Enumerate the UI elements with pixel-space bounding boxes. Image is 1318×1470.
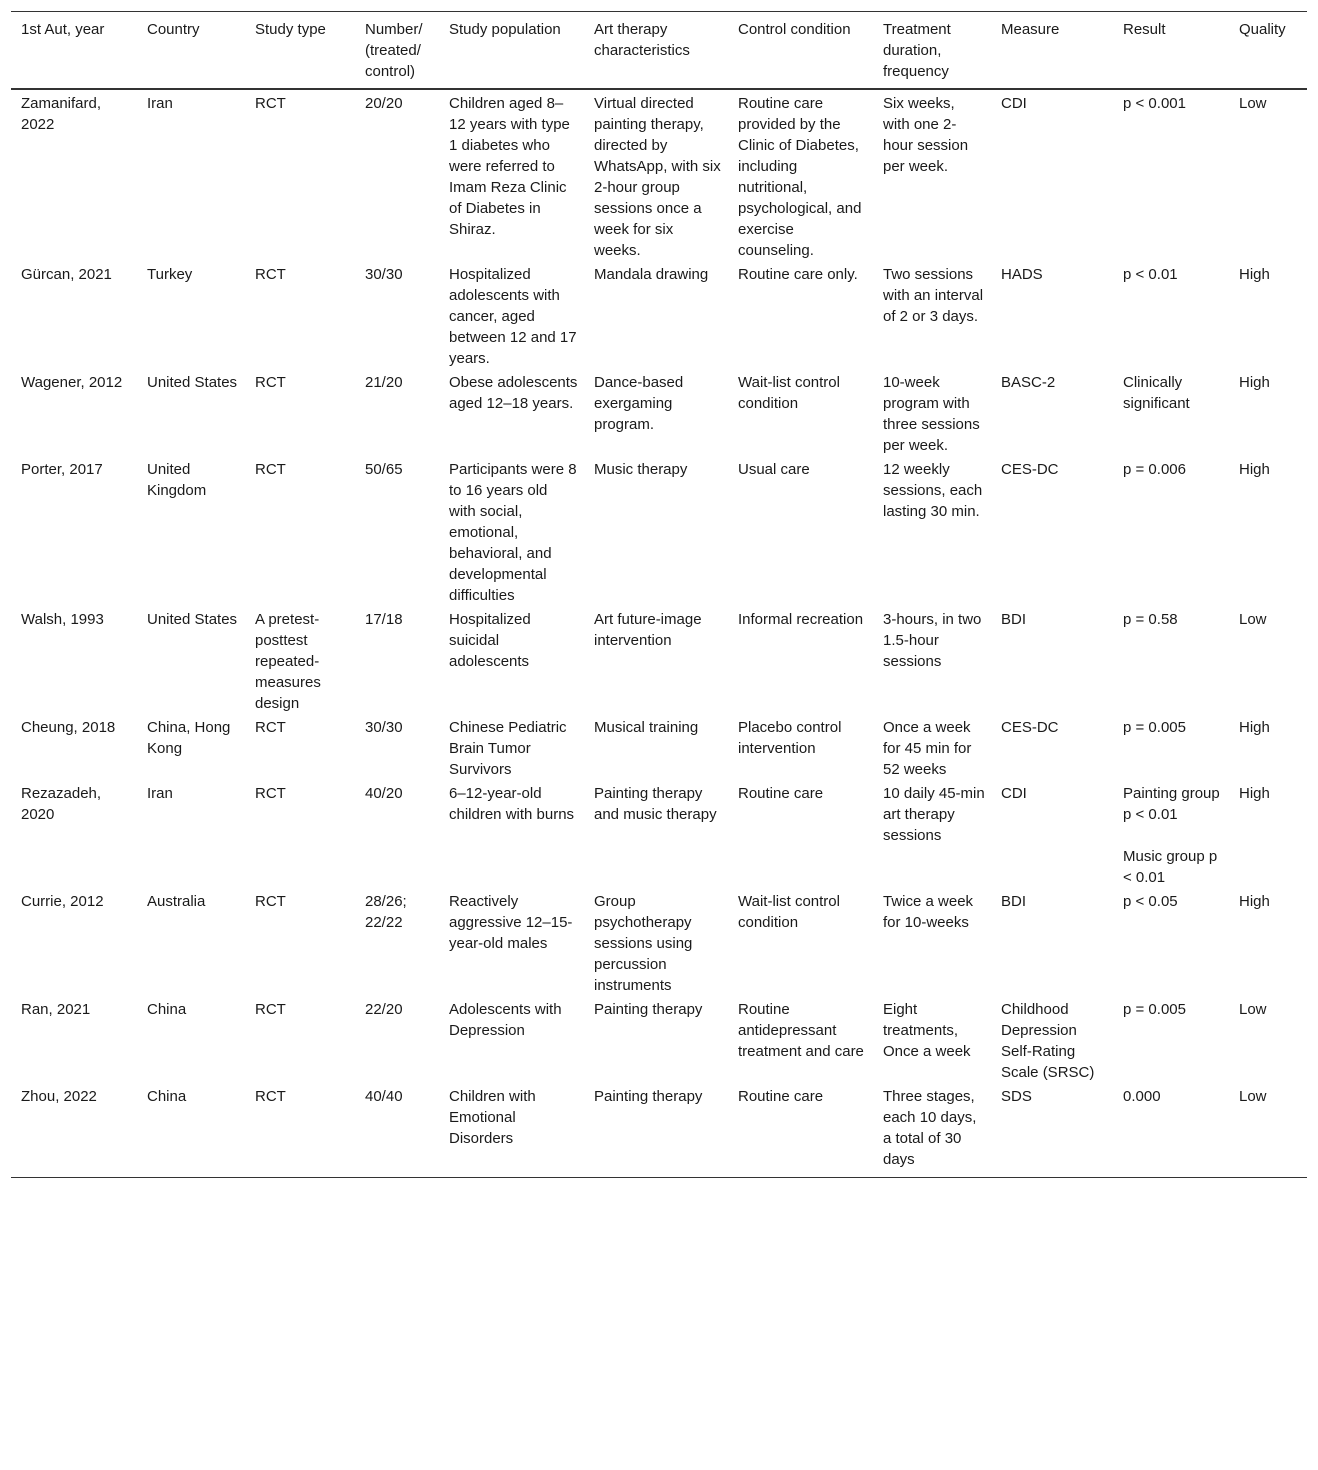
- table-row: [11, 370, 1307, 457]
- cell-result: [1113, 889, 1229, 997]
- cell-population: Reactively aggressive 12–15-year-old males: [449, 893, 573, 952]
- cell-population: Obese adolescents aged 12–18 years.: [449, 374, 578, 412]
- cell-result: [1113, 781, 1229, 889]
- cell-population: Adolescents with Depression: [449, 1001, 562, 1039]
- cell-author: Rezazadeh, 2020: [21, 785, 102, 823]
- cell-result: [1113, 89, 1229, 262]
- table-body: [11, 89, 1307, 1178]
- table-row: [11, 1084, 1307, 1178]
- cell-duration: 10-week program with three sessions per week.: [883, 374, 980, 454]
- cell-number: 17/18: [365, 611, 403, 628]
- cell-art: Musical training: [594, 719, 699, 736]
- cell-country: China: [147, 1001, 187, 1018]
- cell-number: 21/20: [365, 374, 403, 391]
- cell-measure: CES-DC: [1001, 461, 1059, 478]
- cell-control: Usual care: [738, 461, 810, 478]
- cell-population: Participants were 8 to 16 years old with social, emotional, behavioral, and developmental difficulties: [449, 461, 577, 604]
- cell-study-type: RCT: [255, 461, 286, 478]
- cell-measure: BDI: [1001, 893, 1027, 910]
- cell-control: Routine care only.: [738, 266, 858, 283]
- cell-measure: Childhood Depression Self-Rating Scale (SRSC): [1001, 1001, 1095, 1081]
- result-text: p = 0.005: [1123, 719, 1186, 736]
- cell-control: Wait-list control condition: [738, 374, 840, 412]
- cell-author: Gürcan, 2021: [21, 266, 112, 283]
- result-text: p = 0.006: [1123, 461, 1186, 478]
- cell-duration: Three stages, each 10 days, a total of 30 days: [873, 1084, 991, 1178]
- header-cell: Study population: [439, 12, 584, 90]
- header-cell: Art therapy characteristics: [584, 12, 728, 90]
- table-row: [11, 607, 1307, 715]
- cell-quality: Low: [1239, 95, 1267, 112]
- cell-quality: High: [1239, 266, 1270, 283]
- header-cell: Control condition: [728, 12, 873, 90]
- cell-population: 6–12-year-old children with burns: [449, 785, 575, 823]
- cell-country: Australia: [147, 893, 206, 910]
- cell-author: Cheung, 2018: [21, 719, 116, 736]
- cell-study-type: RCT: [255, 785, 286, 802]
- cell-author: Walsh, 1993: [21, 611, 104, 628]
- cell-quality: High: [1239, 374, 1270, 391]
- cell-result: [1113, 715, 1229, 781]
- header-cell: Quality: [1229, 12, 1307, 90]
- cell-duration: 3-hours, in two 1.5-hour sessions: [883, 611, 982, 670]
- cell-country: China: [137, 1084, 245, 1178]
- cell-measure: SDS: [991, 1084, 1113, 1178]
- cell-population: Children with Emotional Disorders: [439, 1084, 584, 1178]
- cell-study-type: RCT: [255, 719, 286, 736]
- cell-duration: 12 weekly sessions, each lasting 30 min.: [883, 461, 983, 520]
- cell-author: Currie, 2012: [21, 893, 104, 910]
- cell-control: Wait-list control condition: [738, 893, 840, 931]
- cell-duration: Two sessions with an interval of 2 or 3 days.: [883, 266, 984, 325]
- cell-quality: Low: [1239, 611, 1267, 628]
- cell-quality: Low: [1229, 1084, 1307, 1178]
- cell-number: 30/30: [365, 266, 403, 283]
- cell-art: Dance-based exergaming program.: [594, 374, 684, 433]
- table-header: [11, 12, 1307, 90]
- header-cell: Treatment duration, frequency: [873, 12, 991, 90]
- cell-author: Zhou, 2022: [11, 1084, 137, 1178]
- cell-control: Informal recreation: [738, 611, 864, 628]
- cell-number: 50/65: [365, 461, 403, 478]
- cell-study-type: RCT: [245, 1084, 355, 1178]
- cell-result: [1113, 457, 1229, 607]
- cell-art: Group psychotherapy sessions using percussion instruments: [594, 893, 693, 994]
- cell-author: Porter, 2017: [21, 461, 103, 478]
- cell-result: [1113, 262, 1229, 370]
- cell-duration: Eight treatments, Once a week: [883, 1001, 971, 1060]
- result-text: Music group p < 0.01: [1123, 848, 1218, 886]
- cell-quality: High: [1239, 893, 1270, 910]
- table-row: [11, 457, 1307, 607]
- table-row: [11, 889, 1307, 997]
- cell-measure: CDI: [1001, 785, 1027, 802]
- cell-quality: High: [1239, 719, 1270, 736]
- cell-country: Iran: [147, 785, 173, 802]
- header-cell: Result: [1113, 12, 1229, 90]
- result-spacer: [1123, 825, 1223, 846]
- result-text: 0.000: [1123, 1088, 1161, 1105]
- cell-country: Turkey: [147, 266, 193, 283]
- cell-population: Hospitalized adolescents with cancer, aged between 12 and 17 years.: [449, 266, 577, 367]
- cell-measure: BDI: [1001, 611, 1027, 628]
- cell-control: Routine antidepressant treatment and care: [738, 1001, 864, 1060]
- table-container: [11, 11, 1307, 1178]
- header-cell: Measure: [991, 12, 1113, 90]
- result-text: p < 0.05: [1123, 893, 1178, 910]
- cell-study-type: RCT: [255, 266, 286, 283]
- result-text: p = 0.58: [1123, 611, 1178, 628]
- cell-control: Routine care: [738, 785, 824, 802]
- cell-art: Music therapy: [594, 461, 688, 478]
- cell-country: United States: [147, 374, 238, 391]
- cell-study-type: RCT: [255, 1001, 286, 1018]
- result-text: p < 0.01: [1123, 266, 1178, 283]
- cell-control: Routine care provided by the Clinic of Diabetes, including nutritional, psychological, and exercise counseling.: [738, 95, 862, 259]
- cell-art: Painting therapy: [594, 1001, 703, 1018]
- cell-study-type: RCT: [255, 95, 286, 112]
- cell-art: Mandala drawing: [594, 266, 709, 283]
- cell-art: Painting therapy: [584, 1084, 728, 1178]
- cell-quality: High: [1239, 785, 1270, 802]
- cell-measure: CES-DC: [1001, 719, 1059, 736]
- cell-number: 20/20: [365, 95, 403, 112]
- cell-result: [1113, 1084, 1229, 1178]
- result-text: p = 0.005: [1123, 1001, 1186, 1018]
- header-cell: 1st Aut, year: [11, 12, 137, 90]
- result-text: p < 0.001: [1123, 95, 1186, 112]
- cell-number: 28/26; 22/22: [365, 893, 407, 931]
- header-cell: Number/ (treated/ control): [355, 12, 439, 90]
- cell-duration: Once a week for 45 min for 52 weeks: [883, 719, 972, 778]
- header-row: [11, 12, 1307, 90]
- cell-result: [1113, 370, 1229, 457]
- cell-art: Art future-image intervention: [594, 611, 702, 649]
- cell-quality: Low: [1239, 1001, 1267, 1018]
- cell-result: [1113, 997, 1229, 1084]
- result-text: Painting group p < 0.01: [1123, 785, 1220, 823]
- cell-country: United States: [147, 611, 238, 628]
- cell-number: 30/30: [365, 719, 403, 736]
- table-row: [11, 715, 1307, 781]
- cell-population: Children aged 8–12 years with type 1 diabetes who were referred to Imam Reza Clinic of Diabetes in Shiraz.: [449, 95, 570, 238]
- cell-population: Chinese Pediatric Brain Tumor Survivors: [449, 719, 567, 778]
- cell-study-type: RCT: [255, 893, 286, 910]
- cell-study-type: RCT: [255, 374, 286, 391]
- cell-quality: High: [1239, 461, 1270, 478]
- result-text: Clinically significant: [1123, 374, 1190, 412]
- table-row: [11, 997, 1307, 1084]
- cell-population: Hospitalized suicidal adolescents: [449, 611, 531, 670]
- header-cell: Country: [137, 12, 245, 90]
- cell-duration: Twice a week for 10-weeks: [883, 893, 974, 931]
- table-row: [11, 89, 1307, 262]
- cell-duration: 10 daily 45-min art therapy sessions: [883, 785, 985, 844]
- cell-author: Ran, 2021: [21, 1001, 91, 1018]
- cell-study-type: A pretest-posttest repeated-measures design: [255, 611, 321, 712]
- cell-country: Iran: [147, 95, 173, 112]
- header-cell: Study type: [245, 12, 355, 90]
- cell-country: China, Hong Kong: [147, 719, 231, 757]
- cell-control: Routine care: [728, 1084, 873, 1178]
- cell-result: [1113, 607, 1229, 715]
- table-row: [11, 781, 1307, 889]
- cell-art: Painting therapy and music therapy: [594, 785, 717, 823]
- cell-measure: HADS: [1001, 266, 1043, 283]
- cell-author: Zamanifard, 2022: [21, 95, 102, 133]
- cell-art: Virtual directed painting therapy, directed by WhatsApp, with six 2-hour group sessions once a week for six weeks.: [594, 95, 721, 259]
- cell-measure: BASC-2: [1001, 374, 1056, 391]
- studies-table: [11, 11, 1307, 1178]
- cell-country: United Kingdom: [147, 461, 207, 499]
- cell-measure: CDI: [1001, 95, 1027, 112]
- cell-number: 40/20: [365, 785, 403, 802]
- cell-control: Placebo control intervention: [738, 719, 842, 757]
- cell-number: 22/20: [365, 1001, 403, 1018]
- cell-duration: Six weeks, with one 2-hour session per week.: [883, 95, 969, 175]
- cell-number: 40/40: [355, 1084, 439, 1178]
- table-row: [11, 262, 1307, 370]
- cell-author: Wagener, 2012: [21, 374, 123, 391]
